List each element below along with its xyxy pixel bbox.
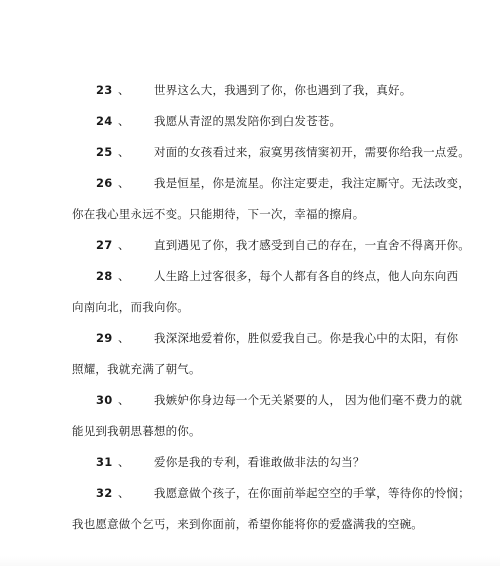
entry-continuation-line <box>72 509 442 540</box>
entry-separator: 、 <box>118 176 130 190</box>
entry-continuation-line <box>72 292 442 323</box>
entry-continuation-line <box>72 354 442 385</box>
entry-number: 24 <box>96 114 113 128</box>
entry-number: 25 <box>96 145 113 159</box>
entry-first-line <box>72 478 470 509</box>
entry-number: 30 <box>96 393 113 407</box>
entry-separator: 、 <box>118 269 130 283</box>
entry-text: 人生路上过客很多，每个人都有各自的终点，他人向东向西 <box>154 269 459 283</box>
entry-first-line <box>72 168 470 199</box>
entry-first-line <box>72 230 470 261</box>
entry-first-line <box>72 447 442 478</box>
entry-continuation-line <box>72 416 442 447</box>
list-item <box>72 385 463 447</box>
list-item <box>72 106 442 137</box>
entry-text: 我愿意做个孩子，在你面前举起空空的手掌，等待你的怜悯； <box>154 486 470 500</box>
entry-first-line <box>72 261 459 292</box>
entry-number: 31 <box>96 455 113 469</box>
entry-continuation-line <box>72 199 442 230</box>
entry-first-line <box>72 75 442 106</box>
entry-first-line <box>72 385 463 416</box>
entry-number: 32 <box>96 486 113 500</box>
entry-text: 对面的女孩看过来，寂寞男孩情窦初开，需要你给我一点爱。 <box>154 145 470 159</box>
entry-number: 23 <box>96 83 113 97</box>
entry-number: 26 <box>96 176 113 190</box>
entry-text: 我深深地爱着你，胜似爱我自己。你是我心中的太阳，有你 <box>154 331 459 345</box>
quote-list <box>72 75 470 540</box>
entry-separator: 、 <box>118 331 130 345</box>
entry-separator: 、 <box>118 238 130 252</box>
entry-first-line <box>72 106 442 137</box>
entry-text: 我是恒星，你是流星。你注定要走，我注定厮守。无法改变， <box>154 176 470 190</box>
list-item <box>72 261 459 323</box>
entry-separator: 、 <box>118 145 130 159</box>
entry-text: 直到遇见了你，我才感受到自己的存在，一直舍不得离开你。 <box>154 238 470 252</box>
entry-number: 29 <box>96 331 113 345</box>
list-item <box>72 75 442 106</box>
page-bottom-edge <box>0 556 500 566</box>
entry-separator: 、 <box>118 393 130 407</box>
entry-text: 我愿从青涩的黑发陪你到白发苍苍。 <box>154 114 342 128</box>
entry-text: 我也愿意做个乞丐，来到你面前，希望你能将你的爱盛满我的空碗。 <box>72 517 423 531</box>
entry-text: 你在我心里永远不变。只能期待，下一次，幸福的擦肩。 <box>72 207 365 221</box>
list-item <box>72 168 470 230</box>
entry-separator: 、 <box>118 486 130 500</box>
entry-text: 照耀，我就充满了朝气。 <box>72 362 201 376</box>
entry-first-line <box>72 323 459 354</box>
entry-separator: 、 <box>118 455 130 469</box>
entry-number: 27 <box>96 238 113 252</box>
list-item <box>72 230 470 261</box>
entry-text: 我嫉妒你身边每一个无关紧要的人， 因为他们毫不费力的就 <box>154 393 463 407</box>
entry-number: 28 <box>96 269 113 283</box>
list-item <box>72 323 459 385</box>
list-item <box>72 447 442 478</box>
entry-separator: 、 <box>118 83 130 97</box>
entry-separator: 、 <box>118 114 130 128</box>
entry-first-line <box>72 137 470 168</box>
list-item <box>72 137 470 168</box>
list-item <box>72 478 470 540</box>
entry-text: 向南向北，而我向你。 <box>72 300 189 314</box>
entry-text: 世界这么大，我遇到了你，你也遇到了我，真好。 <box>154 83 412 97</box>
entry-text: 爱你是我的专利，看谁敢做非法的勾当？ <box>154 455 365 469</box>
entry-text: 能见到我朝思暮想的你。 <box>72 424 201 438</box>
